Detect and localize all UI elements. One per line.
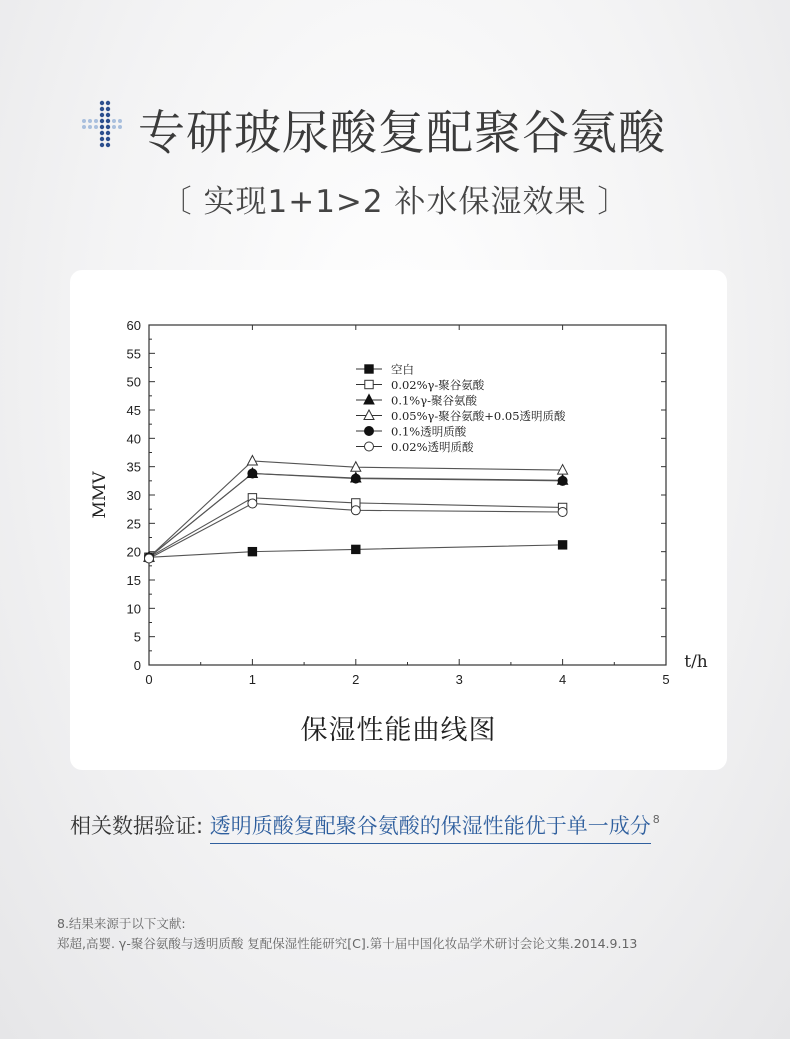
legend-marker-0: [365, 365, 373, 373]
y-tick-label: 5: [133, 629, 141, 645]
data-point-s0-p3: [558, 541, 566, 549]
y-tick-label: 35: [126, 459, 141, 475]
legend-label-4: 0.1%透明质酸: [391, 424, 467, 439]
y-tick-label: 45: [126, 403, 141, 418]
data-point-s4-p2: [351, 474, 360, 483]
y-tick-label: 25: [126, 516, 141, 532]
brand-dot-cross-icon: [80, 98, 124, 148]
legend-label-1: 0.02%γ-聚谷氨酸: [391, 378, 485, 392]
legend-label-2: 0.1%γ-聚谷氨酸: [391, 393, 477, 408]
chart-series: [144, 456, 568, 563]
y-tick-label: 20: [126, 544, 141, 560]
y-tick-label: 15: [126, 573, 141, 588]
legend-marker-4: [365, 427, 374, 436]
data-point-s4-p1: [248, 469, 257, 478]
legend-marker-2: [364, 395, 374, 405]
data-point-s0-p2: [352, 545, 360, 553]
x-tick-label: 5: [662, 672, 670, 687]
reference-marker: 8: [652, 813, 660, 826]
references: [57, 914, 637, 954]
y-tick-label: 0: [133, 658, 141, 673]
legend-marker-1: [365, 380, 373, 388]
y-tick-label: 50: [126, 374, 141, 390]
data-point-s5-p0: [145, 554, 154, 563]
chart-card: [70, 270, 727, 770]
reference-citation: 郑超,高婴. γ-聚谷氨酸与透明质酸 复配保湿性能研究[C].第十届中国化妆品学术研讨会论文集.2014.9.13: [57, 936, 638, 951]
x-tick-label: 3: [455, 672, 463, 687]
data-point-s5-p2: [351, 506, 360, 515]
verification-claim: 透明质酸复配聚谷氨酸的保湿性能优于单一成分: [210, 814, 651, 844]
x-tick-label: 0: [145, 672, 153, 687]
legend-label-3: 0.05%γ-聚谷氨酸+0.05透明质酸: [391, 409, 566, 423]
chart-caption: 保湿性能曲线图: [300, 715, 497, 746]
data-point-s4-p3: [558, 476, 567, 485]
y-tick-label: 60: [126, 318, 141, 333]
moisture-chart: [70, 270, 727, 700]
y-tick-label: 10: [126, 601, 141, 617]
data-point-s3-p3: [558, 465, 568, 475]
x-axis-label: t/h: [684, 652, 708, 672]
x-tick-label: 1: [248, 672, 257, 687]
legend-marker-3: [364, 410, 374, 420]
verification-label: 相关数据验证:: [70, 814, 204, 838]
x-tick-label: 4: [558, 672, 567, 687]
page-subtitle: 〔 实现1+1>2 补水保湿效果 〕: [160, 184, 630, 220]
data-point-s5-p1: [248, 499, 257, 508]
legend-label-0: 空白: [391, 362, 414, 377]
data-point-s0-p1: [248, 547, 256, 555]
header: [0, 92, 790, 172]
data-point-s5-p3: [558, 508, 567, 517]
page-title: 专研玻尿酸复配聚谷氨酸: [138, 106, 666, 161]
y-tick-label: 30: [126, 488, 141, 503]
y-tick-label: 55: [126, 346, 141, 362]
x-tick-label: 2: [352, 672, 360, 687]
references-heading: 8.结果来源于以下文献:: [57, 916, 186, 931]
chart-legend: [356, 363, 566, 455]
legend-label-5: 0.02%透明质酸: [391, 440, 474, 454]
verification-line: [70, 810, 660, 840]
data-point-s3-p1: [247, 456, 257, 466]
y-axis-label: MMV: [90, 471, 110, 519]
legend-marker-5: [365, 442, 374, 451]
y-tick-label: 40: [126, 431, 141, 447]
